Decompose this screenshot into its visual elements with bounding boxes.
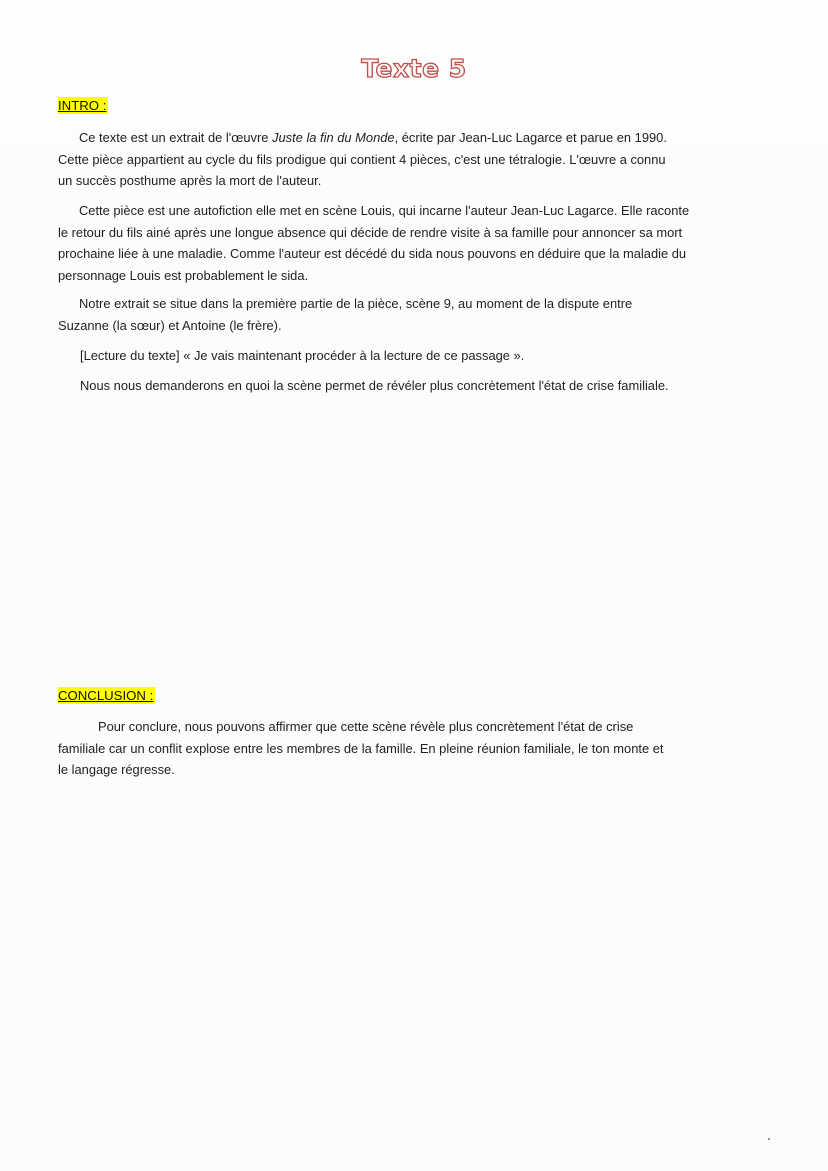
conclusion-heading: CONCLUSION :	[58, 688, 154, 703]
text-line: Nous nous demanderons en quoi la scène permet de révéler plus concrètement l'état de crise familiale.	[80, 378, 669, 393]
intro-paragraph-2	[58, 200, 748, 286]
text-run: Pour conclure, nous pouvons affirmer que cette scène révèle plus concrètement l'état de crise	[98, 719, 634, 734]
text-line	[58, 200, 748, 222]
text-line: le retour du fils ainé après une longue absence qui décide de rendre visite à sa famille pour annoncer sa mort	[58, 224, 683, 240]
reading-announcement	[80, 345, 770, 367]
text-line: familiale car un conflit explose entre les membres de la famille. En pleine réunion familiale, le ton monte et	[58, 740, 664, 756]
text-run: , écrite par Jean-Luc Lagarce et parue en 1990.	[394, 130, 667, 145]
text-run: Notre extrait se situe dans la première partie de la pièce, scène 9, au moment de la dispute entre	[79, 296, 633, 311]
text-run: Ce texte est un extrait de l'œuvre	[79, 130, 273, 145]
text-line: un succès posthume après la mort de l'auteur.	[58, 173, 322, 188]
text-line: [Lecture du texte] « Je vais maintenant procéder à la lecture de ce passage ».	[80, 348, 525, 363]
intro-heading: INTRO :	[58, 98, 107, 113]
text-line	[58, 716, 748, 738]
text-run: Cette pièce est une autofiction elle met en scène Louis, qui incarne l'auteur Jean-Luc Lagarce. Elle raconte	[79, 203, 690, 218]
conclusion-paragraph	[58, 716, 748, 781]
problematic-question	[80, 375, 770, 397]
text-line: Suzanne (la sœur) et Antoine (le frère).	[58, 317, 282, 333]
intro-paragraph-3	[58, 293, 748, 336]
work-title: Juste la fin du Monde	[272, 130, 395, 145]
text-line: prochaine liée à une maladie. Comme l'auteur est décédé du sida nous pouvons en déduire que la maladie du	[58, 246, 687, 261]
page-title: Texte 5	[361, 54, 467, 83]
text-line: Cette pièce appartient au cycle du fils prodigue qui contient 4 pièces, c'est une tétralogie. L'œuvre a connu	[58, 151, 666, 167]
text-line	[58, 293, 748, 315]
text-line: le langage régresse.	[58, 762, 175, 777]
intro-paragraph-1	[58, 127, 748, 192]
text-line	[58, 127, 748, 149]
paper-speck	[768, 1138, 770, 1140]
text-line: personnage Louis est probablement le sida.	[58, 267, 309, 283]
